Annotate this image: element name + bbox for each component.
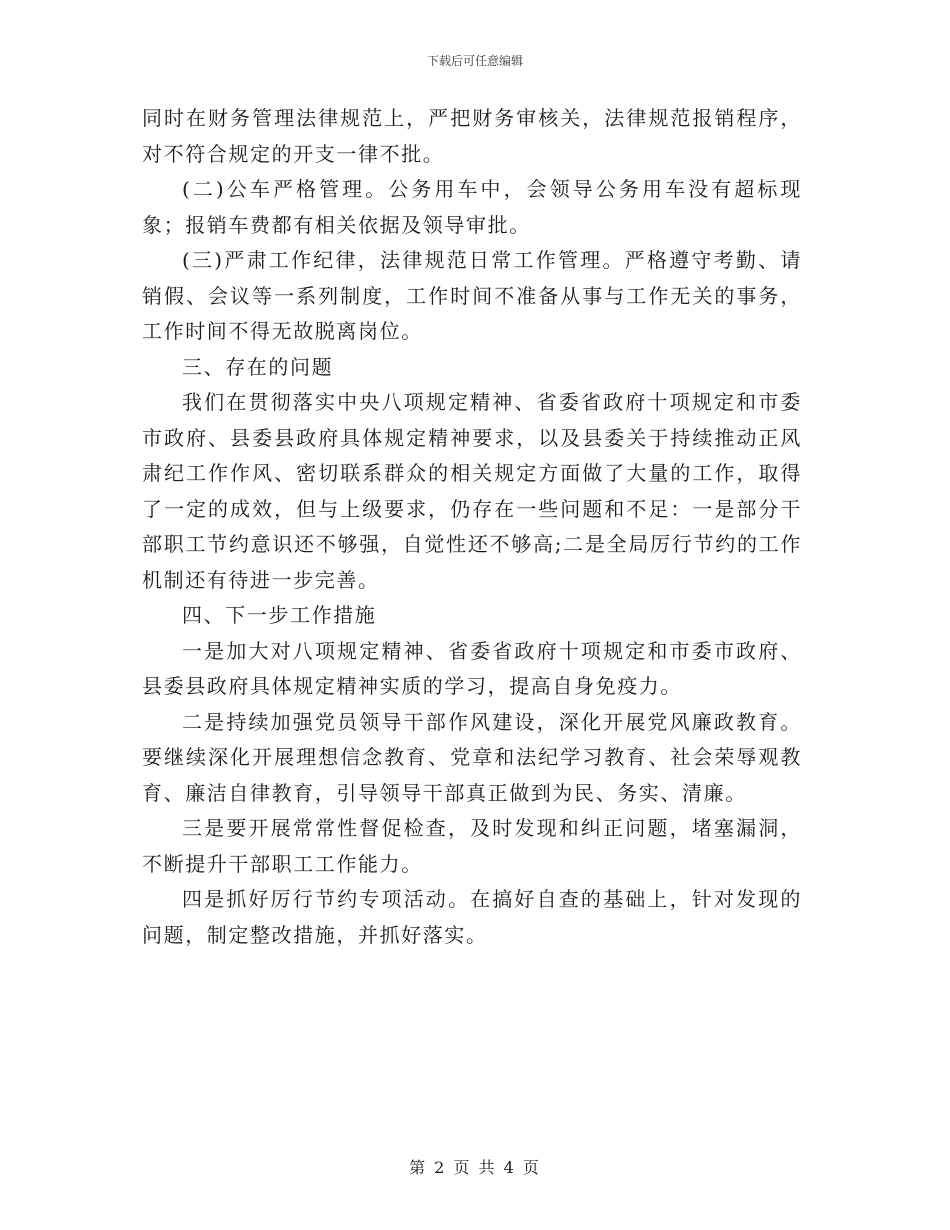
paragraph-measure-three: 三是要开展常常性督促检查，及时发现和纠正问题，堵塞漏洞，不断提升干部职工工作能力。 [142,816,802,876]
document-body [142,101,802,953]
paragraph-problems: 我们在贯彻落实中央八项规定精神、省委省政府十项规定和市委市政府、县委县政府具体规定精神要求，以及县委关于持续推动正风肃纪工作作风、密切联系群众的相关规定方面做了大量的工作，取得了一定的成效，但与上级要求，仍存在一些问题和不足：一是部分干部职工节约意识还不够强，自觉性还不够高;二是全局厉行节约的工作机制还有待进一步完善。 [142,390,802,592]
paragraph-work-discipline: (三)严肃工作纪律，法律规范日常工作管理。严格遵守考勤、请销假、会议等一系列制度，工作时间不准备从事与工作无关的事务，工作时间不得无故脱离岗位。 [142,248,802,343]
paragraph-measure-two: 二是持续加强党员领导干部作风建设，深化开展党风廉政教育。要继续深化开展理想信念教育、党章和法纪学习教育、社会荣辱观教育、廉洁自律教育，引导领导干部真正做到为民、务实、清廉。 [142,709,802,805]
paragraph-measure-four: 四是抓好厉行节约专项活动。在搞好自查的基础上，针对发现的问题，制定整改措施，并抓好落实。 [142,887,802,947]
paragraph-measure-one: 一是加大对八项规定精神、省委省政府十项规定和市委市政府、县委县政府具体规定精神实质的学习，提高自身免疫力。 [142,638,802,698]
paragraph-finance-continuation: 同时在财务管理法律规范上，严把财务审核关，法律规范报销程序，对不符合规定的开支一律不批。 [142,106,802,166]
page-number-footer: 第 2 页 共 4 页 [409,1158,541,1177]
section-heading-next-steps: 四、下一步工作措施 [182,603,377,627]
section-heading-problems: 三、存在的问题 [182,354,334,379]
paragraph-vehicle-management: (二)公车严格管理。公务用车中，会领导公务用车没有超标现象；报销车费都有相关依据及领导审批。 [142,177,802,237]
page-header: 下载后可任意编辑 [426,54,523,68]
